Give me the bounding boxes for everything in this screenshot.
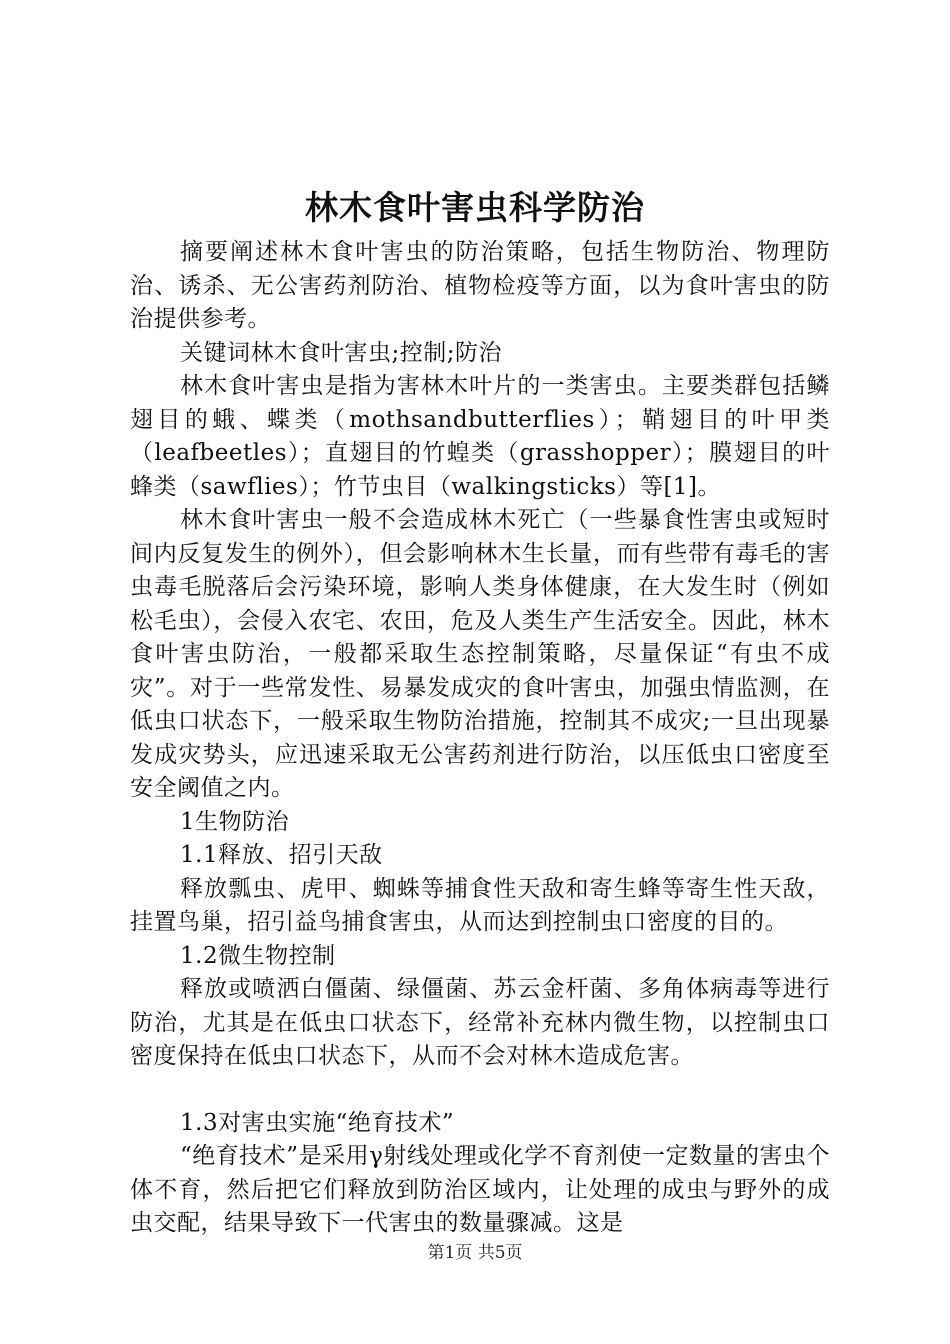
keywords-paragraph: 关键词林木食叶害虫;控制;防治 <box>180 339 502 366</box>
body-paragraph: 释放瓢虫、虎甲、蜘蛛等捕食性天敌和寄生蜂等寄生性天敌，挂置鸟巢，招引益鸟捕食害虫，从而达到控制虫口密度的目的。 <box>130 875 830 935</box>
subsection-heading: 1.1释放、招引天敌 <box>180 842 383 868</box>
page-footer: 第1页 共5页 <box>427 1243 523 1263</box>
document-body <box>130 236 830 1241</box>
subsection-heading: 1.2微生物控制 <box>180 942 336 969</box>
body-paragraph: 林木食叶害虫一般不会造成林木死亡（一些暴食性害虫或短时间内反复发生的例外），但会影响林木生长量，而有些带有毒毛的害虫毒毛脱落后会污染环境，影响人类身体健康，在大发生时（例如松毛虫），会侵入农宅、农田，危及人类生产生活安全。因此，林木食叶害虫防治，一般都采取生态控制策略，尽量保证“有虫不成灾”。对于一些常发性、易暴发成灾的食叶害虫，加强虫情监测，在低虫口状态下，一般采取生物防治措施，控制其不成灾;一旦出现暴发成灾势头，应迅速采取无公害药剂进行防治，以压低虫口密度至安全阈值之内。 <box>130 507 830 801</box>
body-paragraph: 林木食叶害虫是指为害林木叶片的一类害虫。主要类群包括鳞翅目的蛾、蝶类（mothsandbutterflies）；鞘翅目的叶甲类（leafbeetles）；直翅目的竹蝗类（grasshopper）；膜翅目的叶蜂类（sawflies）；竹节虫目（walkingsticks）等[1]。 <box>130 373 830 500</box>
document-title: 林木食叶害虫科学防治 <box>305 188 645 227</box>
body-paragraph: “绝育技术”是采用γ射线处理或化学不育剂使一定数量的害虫个体不育，然后把它们释放到防治区域内，让处理的成虫与野外的成虫交配，结果导致下一代害虫的数量骤减。这是 <box>130 1143 830 1236</box>
abstract-paragraph: 摘要阐述林木食叶害虫的防治策略，包括生物防治、物理防治、诱杀、无公害药剂防治、植物检疫等方面，以为食叶害虫的防治提供参考。 <box>130 239 830 332</box>
subsection-heading: 1.3对害虫实施“绝育技术” <box>180 1109 455 1136</box>
body-paragraph: 释放或喷洒白僵菌、绿僵菌、苏云金杆菌、多角体病毒等进行防治，尤其是在低虫口状态下，经常补充林内微生物，以控制虫口密度保持在低虫口状态下，从而不会对林木造成危害。 <box>130 976 830 1069</box>
section-heading: 1生物防治 <box>180 808 290 835</box>
